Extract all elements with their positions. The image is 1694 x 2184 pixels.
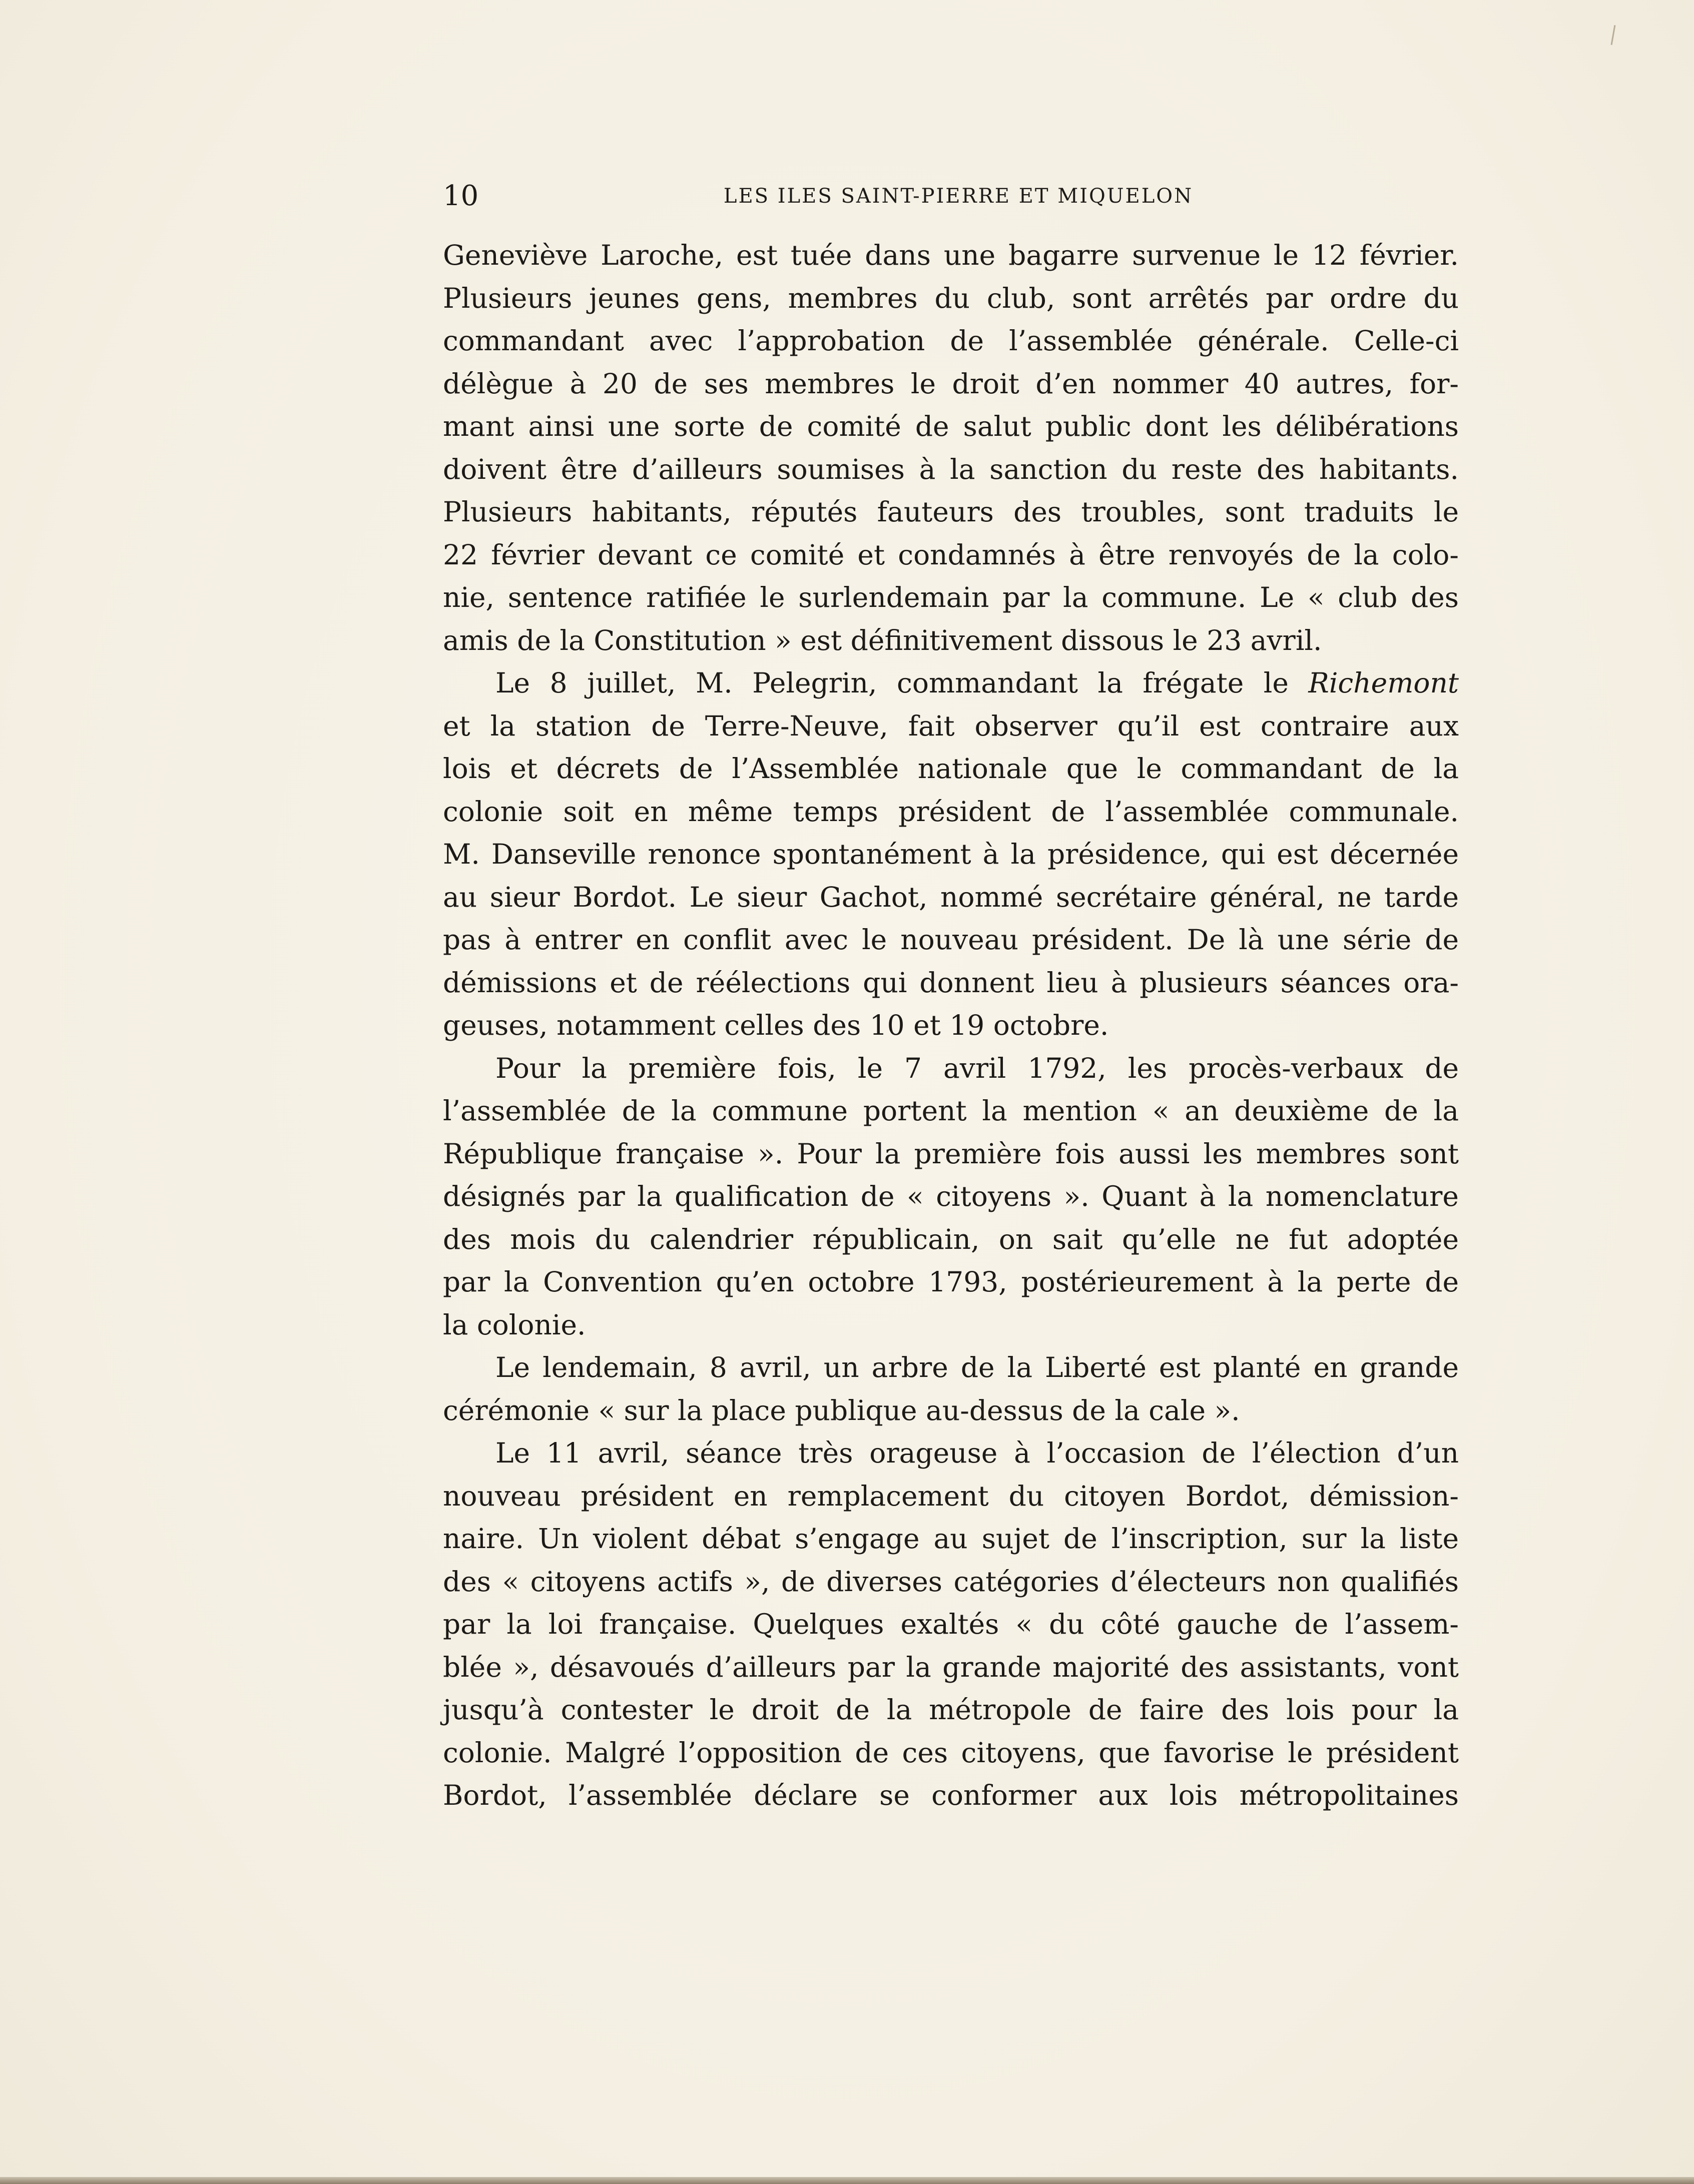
text-line: par la Convention qu’en octobre 1793, postérieurement à la perte de: [443, 1266, 1459, 1298]
text-line: nie, sentence ratifiée le surlendemain par la commune. Le « club des: [443, 581, 1459, 613]
text-line: des mois du calendrier républicain, on sait qu’elle ne fut adoptée: [443, 1223, 1459, 1255]
text-line: Le lendemain, 8 avril, un arbre de la Liberté est planté en grande: [495, 1351, 1459, 1383]
body-text: [443, 234, 1459, 1817]
running-title: LES ILES SAINT-PIERRE ET MIQUELON: [723, 185, 1194, 208]
text-line: nouveau président en remplacement du citoyen Bordot, démission-: [443, 1480, 1459, 1512]
ship-name-italic: Richemont: [1308, 667, 1459, 699]
paper-edge-mark: [1611, 25, 1616, 45]
paragraph-1: [443, 234, 1459, 662]
text-line: Le 11 avril, séance très orageuse à l’occasion de l’élection d’un: [495, 1437, 1459, 1469]
text-line: jusqu’à contester le droit de la métropole de faire des lois pour la: [443, 1694, 1459, 1726]
text-line: délègue à 20 de ses membres le droit d’en nommer 40 autres, for-: [443, 367, 1459, 400]
text-line: M. Danseville renonce spontanément à la présidence, qui est décernée: [443, 838, 1459, 870]
text-line: démissions et de réélections qui donnent lieu à plusieurs séances ora-: [443, 966, 1459, 999]
text-line: mant ainsi une sorte de comité de salut public dont les délibérations: [443, 410, 1459, 442]
text-line: Pour la première fois, le 7 avril 1792, les procès-verbaux de: [495, 1052, 1459, 1084]
text-line: et la station de Terre-Neuve, fait observer qu’il est contraire aux: [443, 709, 1459, 742]
text-line: naire. Un violent débat s’engage au sujet de l’inscription, sur la liste: [443, 1523, 1459, 1555]
text-line: blée », désavoués d’ailleurs par la grande majorité des assistants, vont: [443, 1651, 1459, 1683]
text-line: colonie. Malgré l’opposition de ces citoyens, que favorise le président: [443, 1736, 1459, 1769]
text-line: la colonie.: [443, 1308, 586, 1341]
text-line: Plusieurs habitants, réputés fauteurs des troubles, sont traduits le: [443, 496, 1459, 528]
paragraph-3: [443, 1047, 1459, 1347]
text-line: cérémonie « sur la place publique au-dessus de la cale ».: [443, 1394, 1240, 1426]
paragraph-4: [443, 1346, 1459, 1432]
text-line: par la loi française. Quelques exaltés « du côté gauche de l’assem-: [443, 1608, 1459, 1640]
text-line: des « citoyens actifs », de diverses catégories d’électeurs non qualifiés: [443, 1565, 1459, 1598]
paragraph-2: [443, 662, 1459, 1047]
text-line: geuses, notamment celles des 10 et 19 octobre.: [443, 1009, 1109, 1041]
text-line: 22 février devant ce comité et condamnés à être renvoyés de la colo-: [443, 538, 1459, 571]
text-line: lois et décrets de l’Assemblée nationale que le commandant de la: [443, 753, 1459, 785]
paragraph-5: [443, 1432, 1459, 1817]
text-line: [443, 662, 1459, 705]
page-number: 10: [443, 180, 479, 212]
text-line: au sieur Bordot. Le sieur Gachot, nommé secrétaire général, ne tarde: [443, 881, 1459, 913]
text-line: doivent être d’ailleurs soumises à la sanction du reste des habitants.: [443, 453, 1459, 485]
text-line: Plusieurs jeunes gens, membres du club, sont arrêtés par ordre du: [443, 282, 1459, 314]
text-line: désignés par la qualification de « citoyens ». Quant à la nomenclature: [443, 1180, 1459, 1212]
text-line: Geneviève Laroche, est tuée dans une bagarre survenue le 12 février.: [443, 239, 1459, 271]
text-line: pas à entrer en conflit avec le nouveau président. De là une série de: [443, 924, 1459, 956]
text-line: amis de la Constitution » est définitivement dissous le 23 avril.: [443, 624, 1322, 656]
text-run: Le 8 juillet, M. Pelegrin, commandant la frégate le: [495, 667, 1309, 699]
page-header: [443, 176, 1459, 216]
text-line: République française ». Pour la première fois aussi les membres sont: [443, 1137, 1459, 1170]
text-line: commandant avec l’approbation de l’assemblée générale. Celle-ci: [443, 325, 1459, 357]
text-line: l’assemblée de la commune portent la mention « an deuxième de la: [443, 1095, 1459, 1127]
text-line: Bordot, l’assemblée déclare se conformer aux lois métropolitaines: [443, 1779, 1459, 1811]
text-line: colonie soit en même temps président de l’assemblée communale.: [443, 795, 1459, 828]
scan-bottom-edge: [0, 2177, 1694, 2184]
